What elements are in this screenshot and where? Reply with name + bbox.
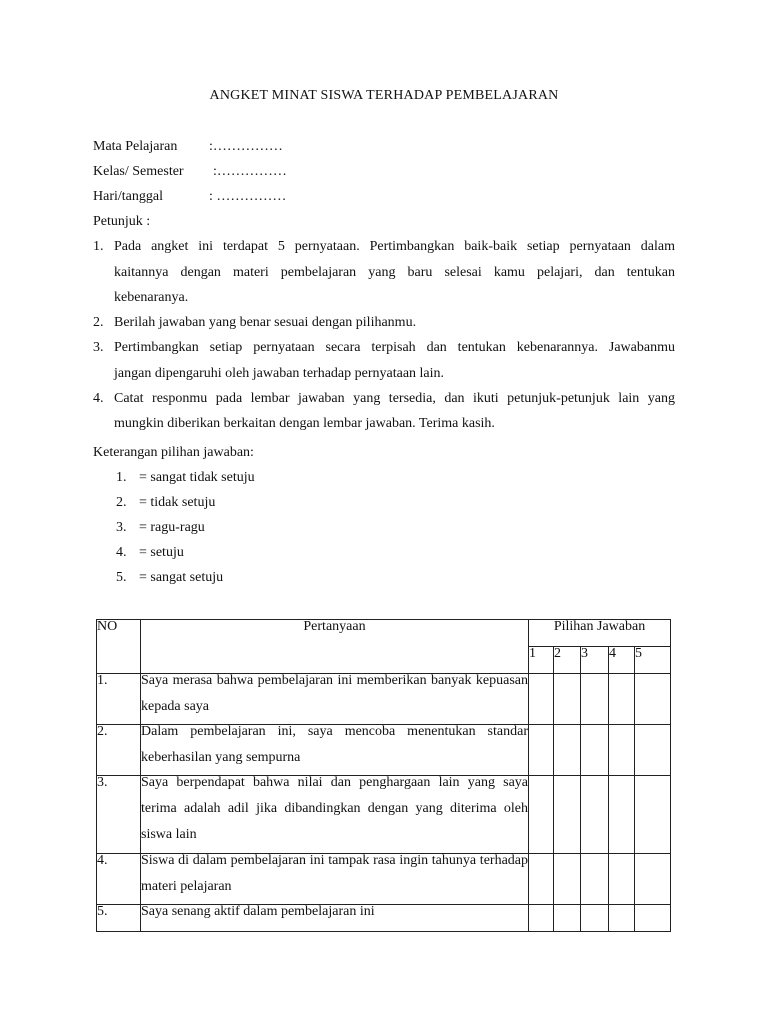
row-question <box>141 905 529 932</box>
answer-cell-1[interactable] <box>529 674 554 725</box>
field-value-subject: :…………… <box>209 139 283 154</box>
instruction-line: Berilah jawaban yang benar sesuai dengan pilihanmu. <box>114 315 417 330</box>
column-header-question: Pertanyaan <box>141 620 529 674</box>
answer-cell-2[interactable] <box>554 905 581 932</box>
legend-option-number: 4. <box>116 545 127 560</box>
instruction-number: 2. <box>93 315 104 330</box>
column-header-no: NO <box>97 620 141 674</box>
answer-cell-2[interactable] <box>554 725 581 776</box>
answer-cell-5[interactable] <box>635 854 671 905</box>
scale-header-2: 2 <box>554 647 581 674</box>
question-text: Dalam pembelajaran ini, saya mencoba menentukan standar keberhasilan yang sempurna <box>141 724 528 765</box>
scale-header-5: 5 <box>635 647 671 674</box>
answer-cell-1[interactable] <box>529 776 554 854</box>
table-row <box>97 905 671 932</box>
legend-option-text: = setuju <box>139 545 184 560</box>
row-question <box>141 674 529 725</box>
answer-cell-3[interactable] <box>581 854 609 905</box>
answer-cell-4[interactable] <box>609 725 635 776</box>
legend-option-number: 5. <box>116 570 127 585</box>
question-text: Saya merasa bahwa pembelajaran ini memberikan banyak kepuasan kepada saya <box>141 673 528 714</box>
question-text: Siswa di dalam pembelajaran ini tampak rasa ingin tahunya terhadap materi pelajaran <box>141 853 528 894</box>
legend-heading: Keterangan pilihan jawaban: <box>93 445 254 460</box>
answer-table <box>96 619 671 932</box>
legend-option-number: 2. <box>116 495 127 510</box>
answer-cell-4[interactable] <box>609 854 635 905</box>
instruction-line: kebenaranya. <box>114 290 189 305</box>
field-label-class: Kelas/ Semester <box>93 164 184 179</box>
instruction-line: Pada angket ini terdapat 5 pernyataan. Pertimbangkan baik-baik setiap pernyataan dalam <box>114 239 675 254</box>
instruction-line: kaitannya dengan materi pembelajaran yang baru selesai kamu pelajari, dan tentukan <box>114 265 675 280</box>
instruction-number: 3. <box>93 340 104 355</box>
field-label-date: Hari/tanggal <box>93 189 163 204</box>
instruction-line: jangan dipengaruhi oleh jawaban terhadap pernyataan lain. <box>114 366 445 381</box>
row-number: 3. <box>97 776 141 854</box>
row-number: 4. <box>97 854 141 905</box>
answer-cell-1[interactable] <box>529 905 554 932</box>
legend-option-number: 1. <box>116 470 127 485</box>
instruction-line: mungkin diberikan berkaitan dengan lembar jawaban. Terima kasih. <box>114 416 495 431</box>
answer-cell-3[interactable] <box>581 776 609 854</box>
table-header-row <box>97 620 671 647</box>
answer-cell-2[interactable] <box>554 674 581 725</box>
instruction-number: 1. <box>93 239 104 254</box>
instructions-heading: Petunjuk : <box>93 214 151 229</box>
answer-cell-4[interactable] <box>609 776 635 854</box>
row-question <box>141 854 529 905</box>
field-label-subject: Mata Pelajaran <box>93 139 178 154</box>
answer-cell-4[interactable] <box>609 905 635 932</box>
legend-option-text: = sangat tidak setuju <box>139 470 255 485</box>
answer-cell-2[interactable] <box>554 854 581 905</box>
row-number: 2. <box>97 725 141 776</box>
answer-cell-3[interactable] <box>581 905 609 932</box>
scale-header-1: 1 <box>529 647 554 674</box>
instruction-number: 4. <box>93 391 104 406</box>
legend-option-text: = ragu-ragu <box>139 520 205 535</box>
scale-header-3: 3 <box>581 647 609 674</box>
field-value-date: : …………… <box>209 189 287 204</box>
legend-option-text: = sangat setuju <box>139 570 224 585</box>
answer-cell-3[interactable] <box>581 674 609 725</box>
row-number: 1. <box>97 674 141 725</box>
answer-cell-5[interactable] <box>635 674 671 725</box>
legend-option-text: = tidak setuju <box>139 495 216 510</box>
column-header-choice: Pilihan Jawaban <box>529 620 671 647</box>
answer-cell-5[interactable] <box>635 776 671 854</box>
answer-cell-5[interactable] <box>635 725 671 776</box>
table-row <box>97 776 671 854</box>
row-question <box>141 776 529 854</box>
scale-header-4: 4 <box>609 647 635 674</box>
table-row <box>97 725 671 776</box>
legend-option-number: 3. <box>116 520 127 535</box>
row-question <box>141 725 529 776</box>
page-title: ANGKET MINAT SISWA TERHADAP PEMBELAJARAN <box>209 88 559 103</box>
answer-cell-5[interactable] <box>635 905 671 932</box>
row-number: 5. <box>97 905 141 932</box>
answer-cell-1[interactable] <box>529 854 554 905</box>
table-row <box>97 854 671 905</box>
instruction-line: Pertimbangkan setiap pernyataan secara terpisah dan tentukan kebenarannya. Jawabanmu <box>114 340 675 355</box>
field-value-class: :…………… <box>213 164 287 179</box>
answer-cell-3[interactable] <box>581 725 609 776</box>
answer-cell-4[interactable] <box>609 674 635 725</box>
instruction-line: Catat responmu pada lembar jawaban yang tersedia, dan ikuti petunjuk-petunjuk lain yang <box>114 391 675 406</box>
answer-cell-1[interactable] <box>529 725 554 776</box>
answer-cell-2[interactable] <box>554 776 581 854</box>
question-text: Saya senang aktif dalam pembelajaran ini <box>141 904 375 919</box>
question-text: Saya berpendapat bahwa nilai dan penghargaan lain yang saya terima adalah adil jika dibandingkan dengan yang diterima oleh siswa lain <box>141 775 528 842</box>
table-row <box>97 674 671 725</box>
